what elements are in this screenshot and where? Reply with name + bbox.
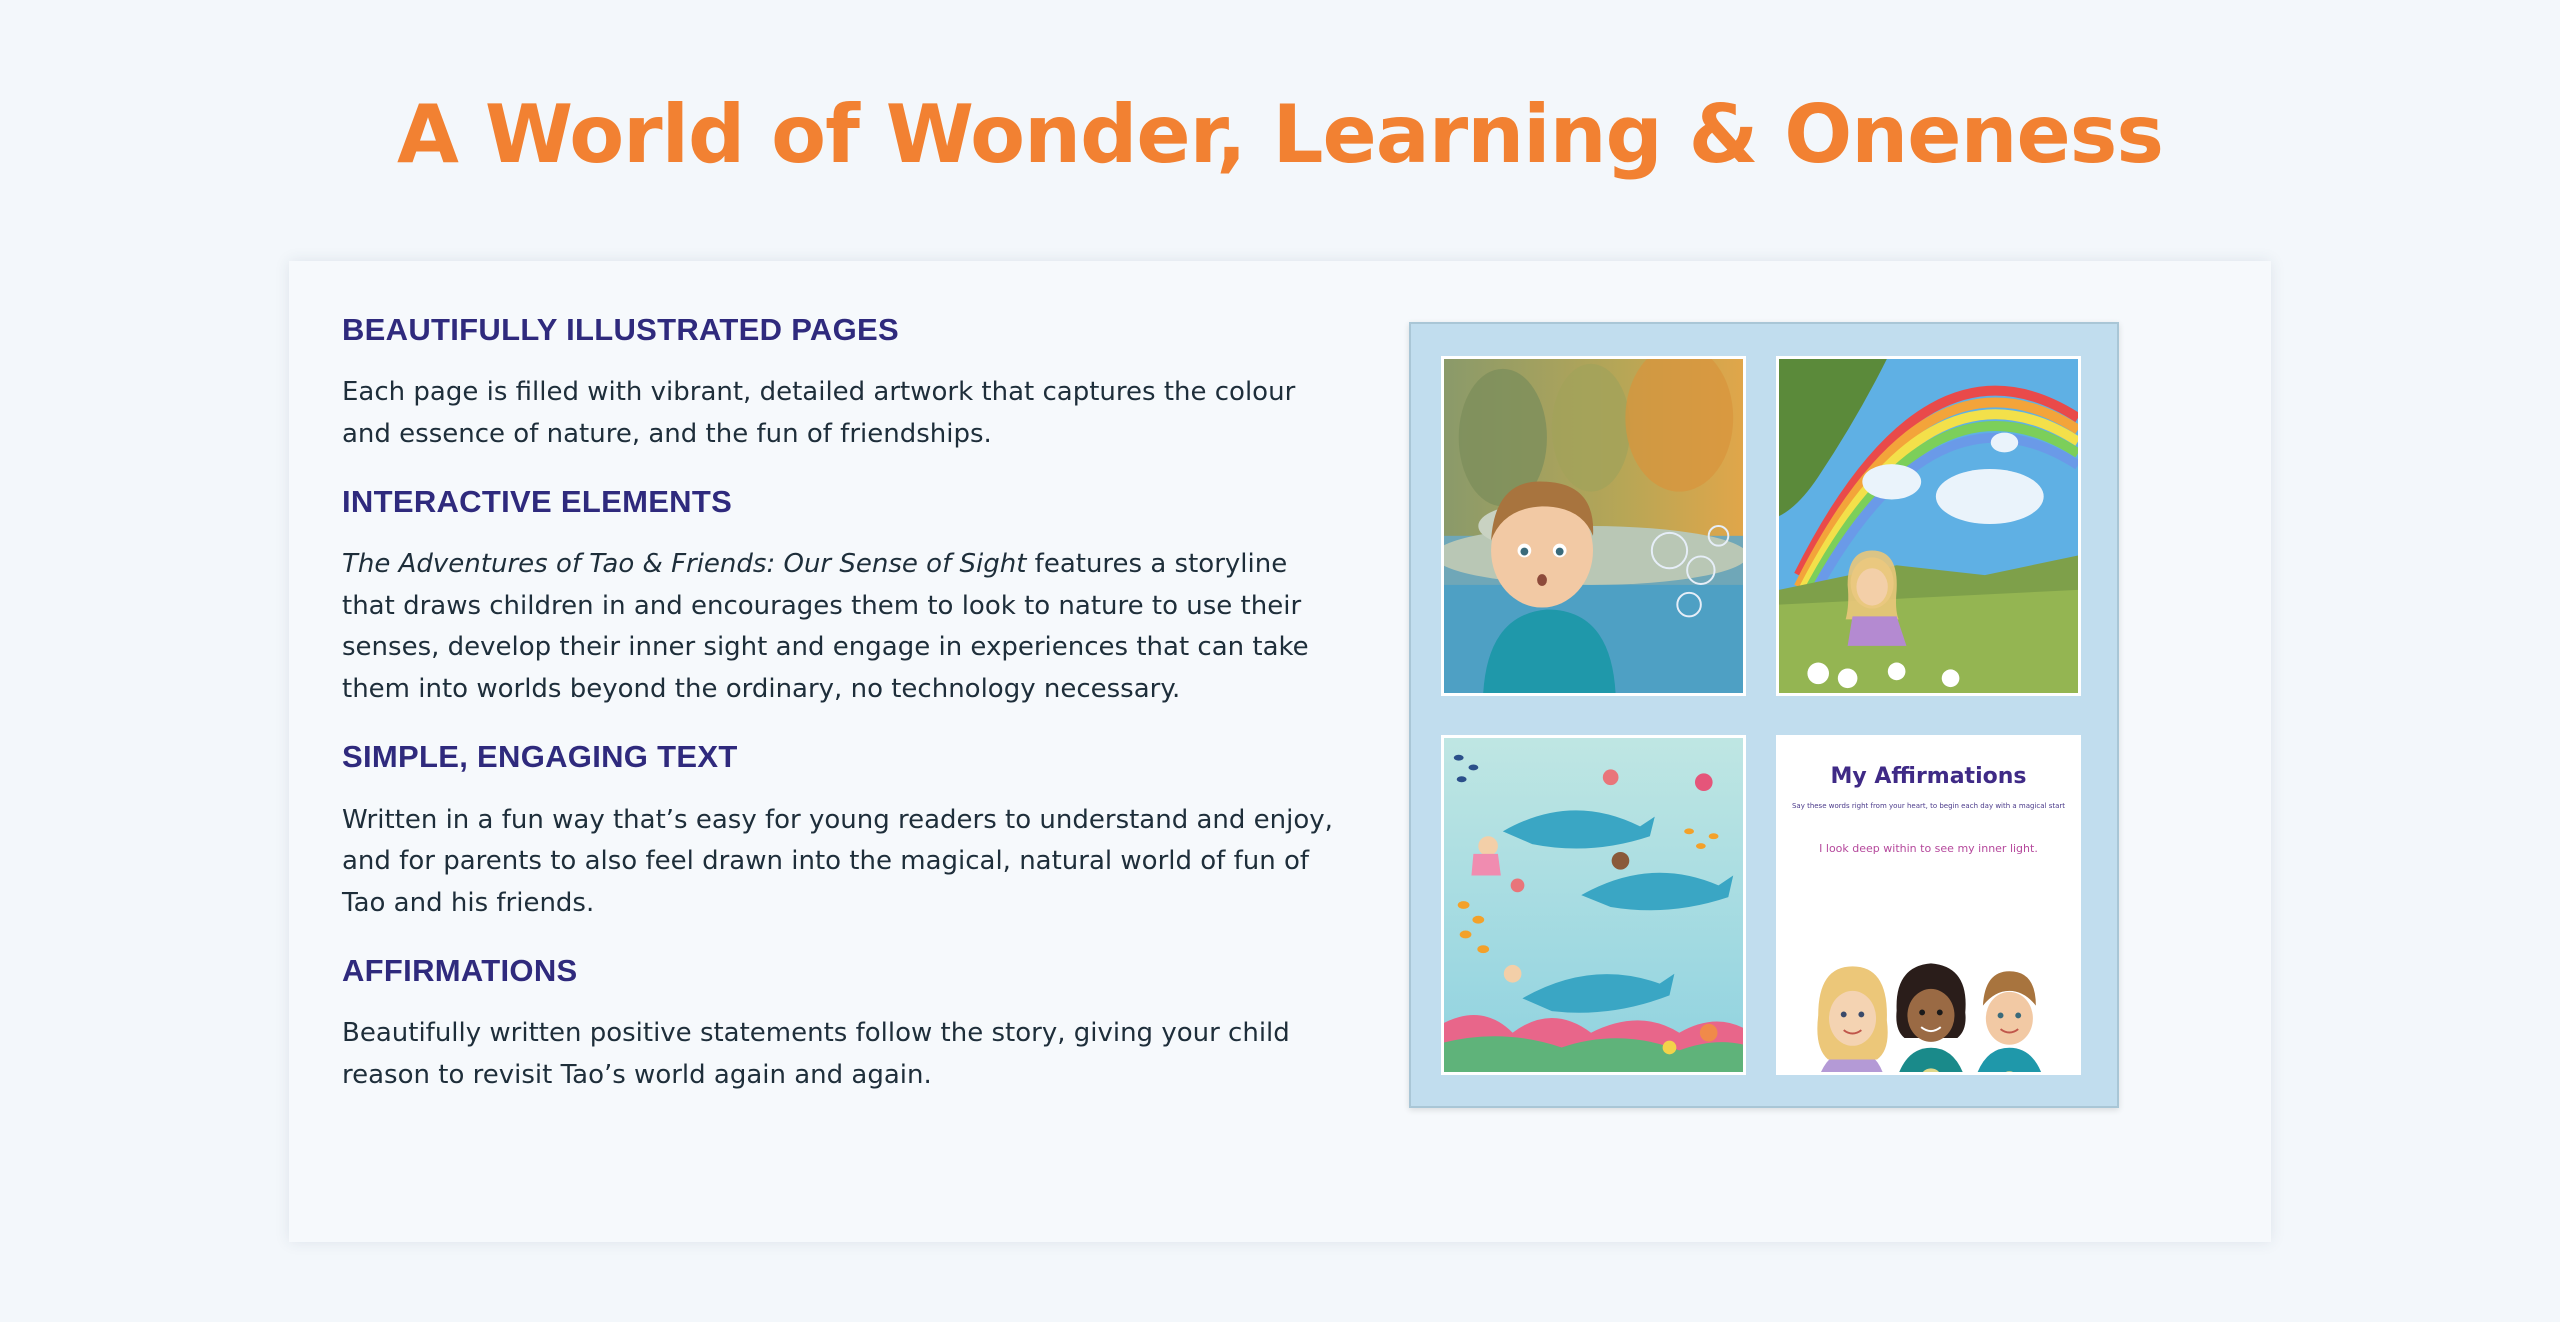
affirmations-page-title: My Affirmations [1830, 764, 2027, 789]
feature-heading-illustrated: BEAUTIFULLY ILLUSTRATED PAGES [342, 312, 899, 347]
illustration-bubbles [1441, 356, 1746, 696]
illustration-rainbow [1776, 356, 2081, 696]
feature-body-interactive-text: features a storyline that draws children in and encourages them to look to nature to use their senses, develop their inner sight and engage in experiences that can take them into worlds beyond the ordinary, no technology necessary. [342, 549, 1309, 704]
book-title: The Adventures of Tao & Friends: Our Sense of Sight [342, 549, 1027, 580]
illustration-affirmations-page [1776, 735, 2081, 1075]
feature-body-interactive [342, 544, 1342, 710]
affirmations-page-subtitle: Say these words right from your heart, to begin each day with a magical start [1791, 802, 2066, 810]
affirmations-page-statement: I look deep within to see my inner light. [1819, 842, 2038, 855]
feature-heading-interactive: INTERACTIVE ELEMENTS [342, 484, 733, 520]
features-card [289, 261, 2271, 1242]
feature-heading-affirmations: AFFIRMATIONS [342, 953, 578, 989]
illustration-dolphins [1441, 735, 1746, 1075]
feature-heading-simple-text: SIMPLE, ENGAGING TEXT [342, 739, 738, 775]
feature-body-simple-text: Written in a fun way that’s easy for young readers to understand and enjoy, and for parents to also feel drawn into the magical, natural world of fun of Tao and his friends. [342, 804, 1333, 918]
page-title: A World of Wonder, Learning & Oneness [397, 88, 2163, 181]
three-children-illustration [1779, 868, 2078, 1075]
feature-body-affirmations: Beautifully written positive statements follow the story, giving your child reason to revisit Tao’s world again and again. [342, 1018, 1290, 1090]
feature-body-illustrated: Each page is filled with vibrant, detailed artwork that captures the colour and essence of nature, and the fun of friendships. [342, 377, 1296, 449]
illustration-gallery [1409, 322, 2119, 1108]
features-list [342, 311, 1342, 1124]
